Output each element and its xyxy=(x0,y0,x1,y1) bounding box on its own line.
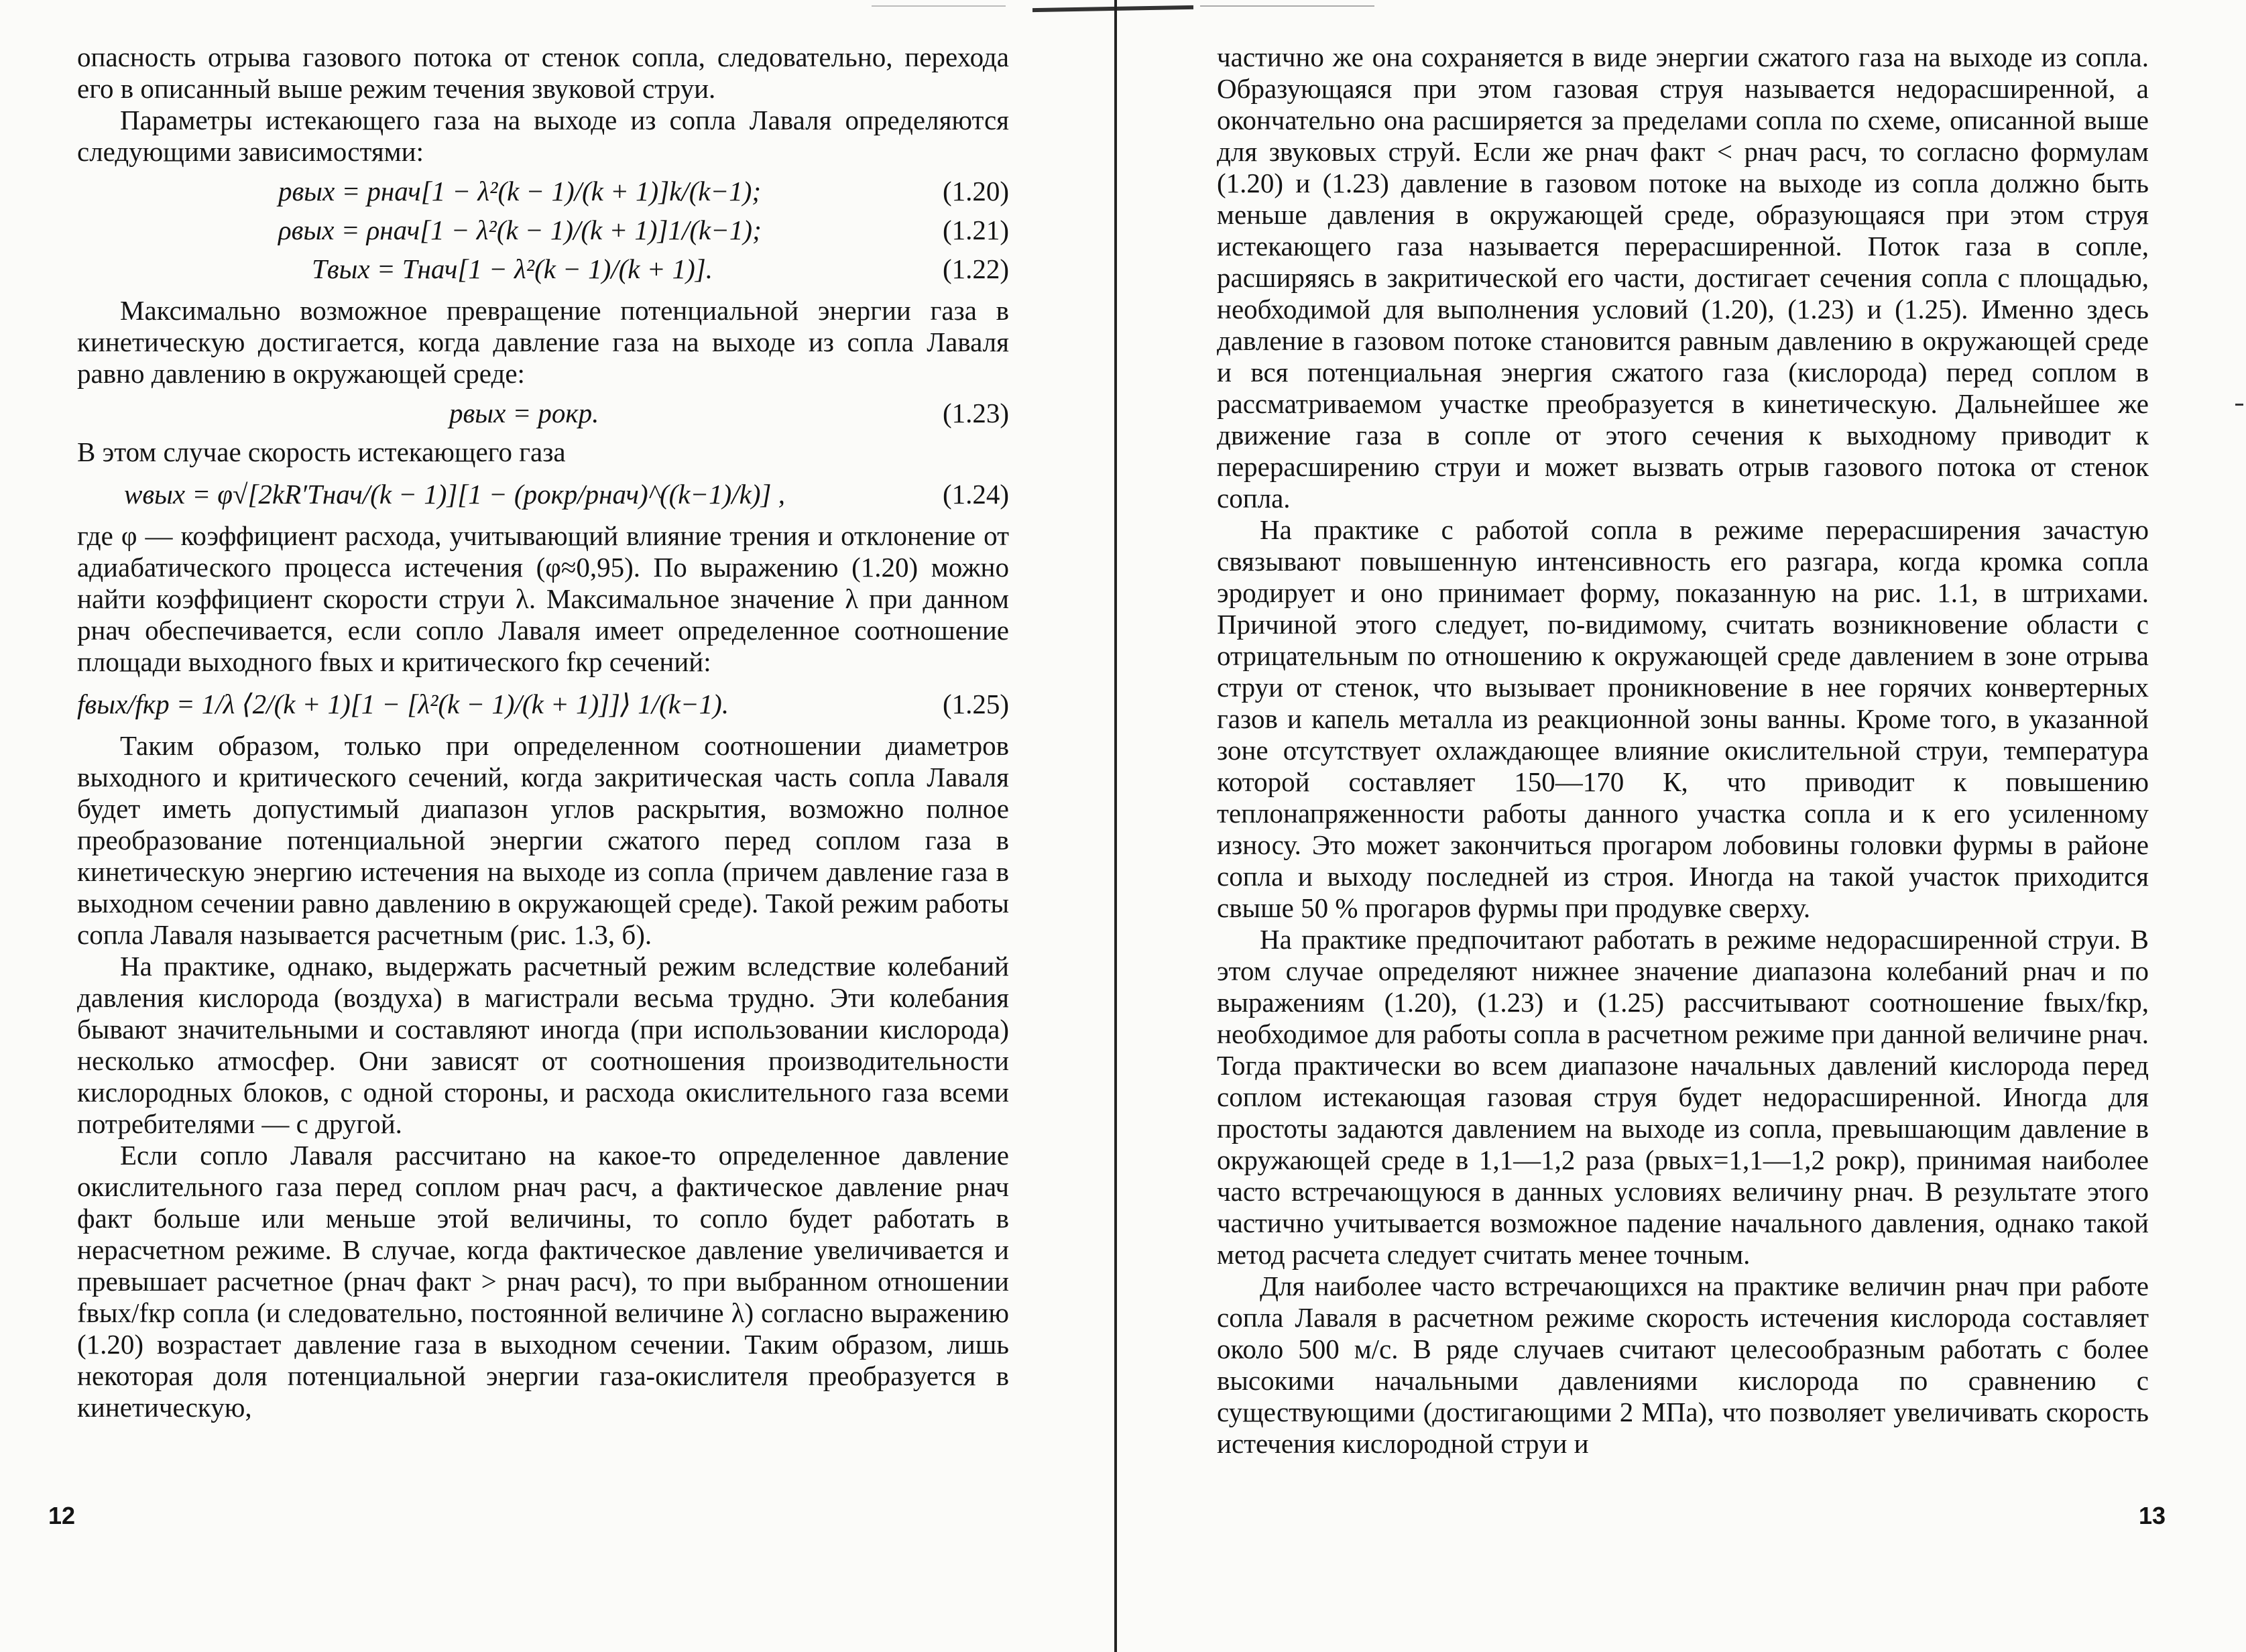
formula-number: (1.25) xyxy=(942,689,1009,719)
paragraph: На практике, однако, выдержать расчетный режим вследствие колебаний давления кислорода (воздуха) в магистрали весьма трудно. Эти колебания бывают значительными и составляют иногда (при использовании кислорода) несколько атмосфер. Они зависят от соотношения производительности кислородных блоков, с одной стороны, и расхода окислительного газа всеми потребителями — с другой. xyxy=(77,951,1009,1139)
formula-1-24 xyxy=(77,475,1009,514)
formula-expression: ρвых = ρнач[1 − λ²(k − 1)/(k + 1)]1/(k−1); xyxy=(278,215,762,245)
top-rule-right xyxy=(1200,5,1374,7)
formula-number: (1.24) xyxy=(942,479,1009,510)
edge-mark xyxy=(2235,404,2243,406)
paragraph: частично же она сохраняется в виде энергии сжатого газа на выходе из сопла. Образующаяся при этом газовая струя называется недорасширенной, а окончательно она расширяется за пределами сопла по схеме, описанной выше для звуковых струй. Если же pнач факт < pнач расч, то согласно формулам (1.20) и (1.23) давление в газовом потоке на выходе из сопла должно быть меньше давления в окружающей среде, образующаяся при этом струя истекающего газа называется перерасширенной. Поток газа в сопле, расширяясь в закритической его части, достигает сечения сопла с площадью, необходимой для выполнения условий (1.20), (1.23) и (1.25). Именно здесь давление в газовом потоке становится равным давлению в окружающей среде и вся потенциальная энергия сжатого газа (кислорода) перед соплом в рассматриваемом участке преобразуется в кинетическую. Дальнейшее же движение газа в сопле от этого сечения к выходному приводит к перерасширению струи и может вызвать отрыв газового потока от стенок сопла. xyxy=(1217,42,2149,514)
formula-expression: Tвых = Tнач[1 − λ²(k − 1)/(k + 1)]. xyxy=(312,253,713,284)
formula-number: (1.22) xyxy=(942,253,1009,284)
formula-expression: pвых = pокр. xyxy=(449,398,599,428)
paragraph: На практике предпочитают работать в режиме недорасширенной струи. В этом случае определяют нижнее значение диапазона колебаний pнач и по выражениям (1.20), (1.23) и (1.25) рассчитывают соотношение fвых/fкр, необходимое для работы сопла в расчетном режиме при данной величине pнач. Тогда практически во всем диапазоне начальных давлений кислорода перед соплом истекающая газовая струя будет недорасширенной. Иногда для простоты задаются давлением на выходе из сопла, превышающим давление в окружающей среде в 1,1—1,2 раза (pвых=1,1—1,2 pокр), принимая наиболее часто встречающуюся в данных условиях величину pнач. В результате этого частично учитывается возможное падение начального давления, однако такой метод расчета следует считать менее точным. xyxy=(1217,924,2149,1270)
page-number-left: 12 xyxy=(48,1502,76,1529)
formula-number: (1.21) xyxy=(942,215,1009,245)
formula-1-25 xyxy=(77,685,1009,723)
paragraph: Параметры истекающего газа на выходе из сопла Лаваля определяются следующими зависимостями: xyxy=(77,105,1009,167)
top-rule-left xyxy=(872,5,1006,7)
formula-number: (1.20) xyxy=(942,176,1009,206)
paragraph: Если сопло Лаваля рассчитано на какое-то определенное давление окислительного газа перед соплом pнач расч, а фактическое давление pнач факт больше или меньше этой величины, то сопло будет работать в нерасчетном режиме. В случае, когда фактическое давление увеличивается и превышает расчетное (pнач факт > pнач расч), то при выбранном отношении fвых/fкр сопла (и следовательно, постоянной величине λ) согласно выражению (1.20) возрастает давление газа в выходном сечении. Таким образом, лишь некоторая доля потенциальной энергии газа-окислителя преобразуется в кинетическую, xyxy=(77,1140,1009,1423)
formula-1-22 xyxy=(77,249,1009,288)
left-page xyxy=(77,42,1009,1423)
paragraph: опасность отрыва газового потока от стенок сопла, следовательно, перехода его в описанный выше режим течения звуковой струи. xyxy=(77,42,1009,104)
paragraph: В этом случае скорость истекающего газа xyxy=(77,436,566,467)
formula-1-20 xyxy=(77,172,1009,211)
paragraph: Максимально возможное превращение потенциальной энергии газа в кинетическую достигается, когда давление газа на выходе из сопла Лаваля равно давлению в окружающей среде: xyxy=(77,295,1009,389)
formula-number: (1.23) xyxy=(942,398,1009,428)
formula-expression: wвых = φ√[2kR′Tнач/(k − 1)][1 − (pокр/pнач)^((k−1)/k)] , xyxy=(124,479,785,510)
book-spine-divider xyxy=(1114,0,1117,1652)
formula-expression: pвых = pнач[1 − λ²(k − 1)/(k + 1)]k/(k−1); xyxy=(278,176,762,206)
paragraph: Таким образом, только при определенном соотношении диаметров выходного и критического сечений, когда закритическая часть сопла Лаваля будет иметь допустимый диапазон углов раскрытия, возможно полное преобразование потенциальной энергии сжатого перед соплом газа в кинетическую энергию истечения на выходе из сопла (причем давление газа в выходном сечении равно давлению в окружающей среде). Такой режим работы сопла Лаваля называется расчетным (рис. 1.3, б). xyxy=(77,730,1009,950)
paragraph: где φ — коэффициент расхода, учитывающий влияние трения и отклонение от адиабатического процесса истечения (φ≈0,95). По выражению (1.20) можно найти коэффициент скорости струи λ. Максимальное значение λ при данном pнач обеспечивается, если сопло Лаваля имеет определенное соотношение площади выходного fвых и критического fкр сечений: xyxy=(77,520,1009,677)
formula-expression: fвых/fкр = 1/λ ⟨2/(k + 1)[1 − [λ²(k − 1)/(k + 1)]]⟩ 1/(k−1). xyxy=(77,689,729,719)
page-number-right: 13 xyxy=(2139,1502,2166,1529)
spine-cap xyxy=(1032,5,1193,12)
paragraph: На практике с работой сопла в режиме перерасширения зачастую связывают повышенную интенсивность его разгара, когда кромка сопла эродирует и оно принимает форму, показанную на рис. 1.1, в штрихами. Причиной этого следует, по-видимому, считать возникновение области с отрицательным по отношению к окружающей среде давлением в зоне отрыва струи от стенок, что вызывает проникновение в нее горячих конвертерных газов и капель металла из реакционной зоны ванны. Кроме того, в указанной зоне отсутствует охлаждающее влияние окислительной струи, температура которой составляет 150—170 К, что приводит к повышению теплонапряженности работы данного участка сопла и к его усиленному износу. Это может закончиться прогаром лобовины головки фурмы в районе сопла и выходу последней из строя. Иногда на такой участок приходится свыше 50 % прогаров фурмы при продувке сверху. xyxy=(1217,514,2149,923)
right-page xyxy=(1217,42,2149,1460)
formula-1-23 xyxy=(77,394,1009,432)
paragraph: Для наиболее часто встречающихся на практике величин pнач при работе сопла Лаваля в расчетном режиме скорость истечения кислорода составляет около 500 м/с. В ряде случаев считают целесообразным работать с более высокими начальными давлениями кислорода по сравнению с существующими (достигающими 2 МПа), что позволяет увеличивать скорость истечения кислородной струи и xyxy=(1217,1271,2149,1459)
formula-1-21 xyxy=(77,211,1009,249)
